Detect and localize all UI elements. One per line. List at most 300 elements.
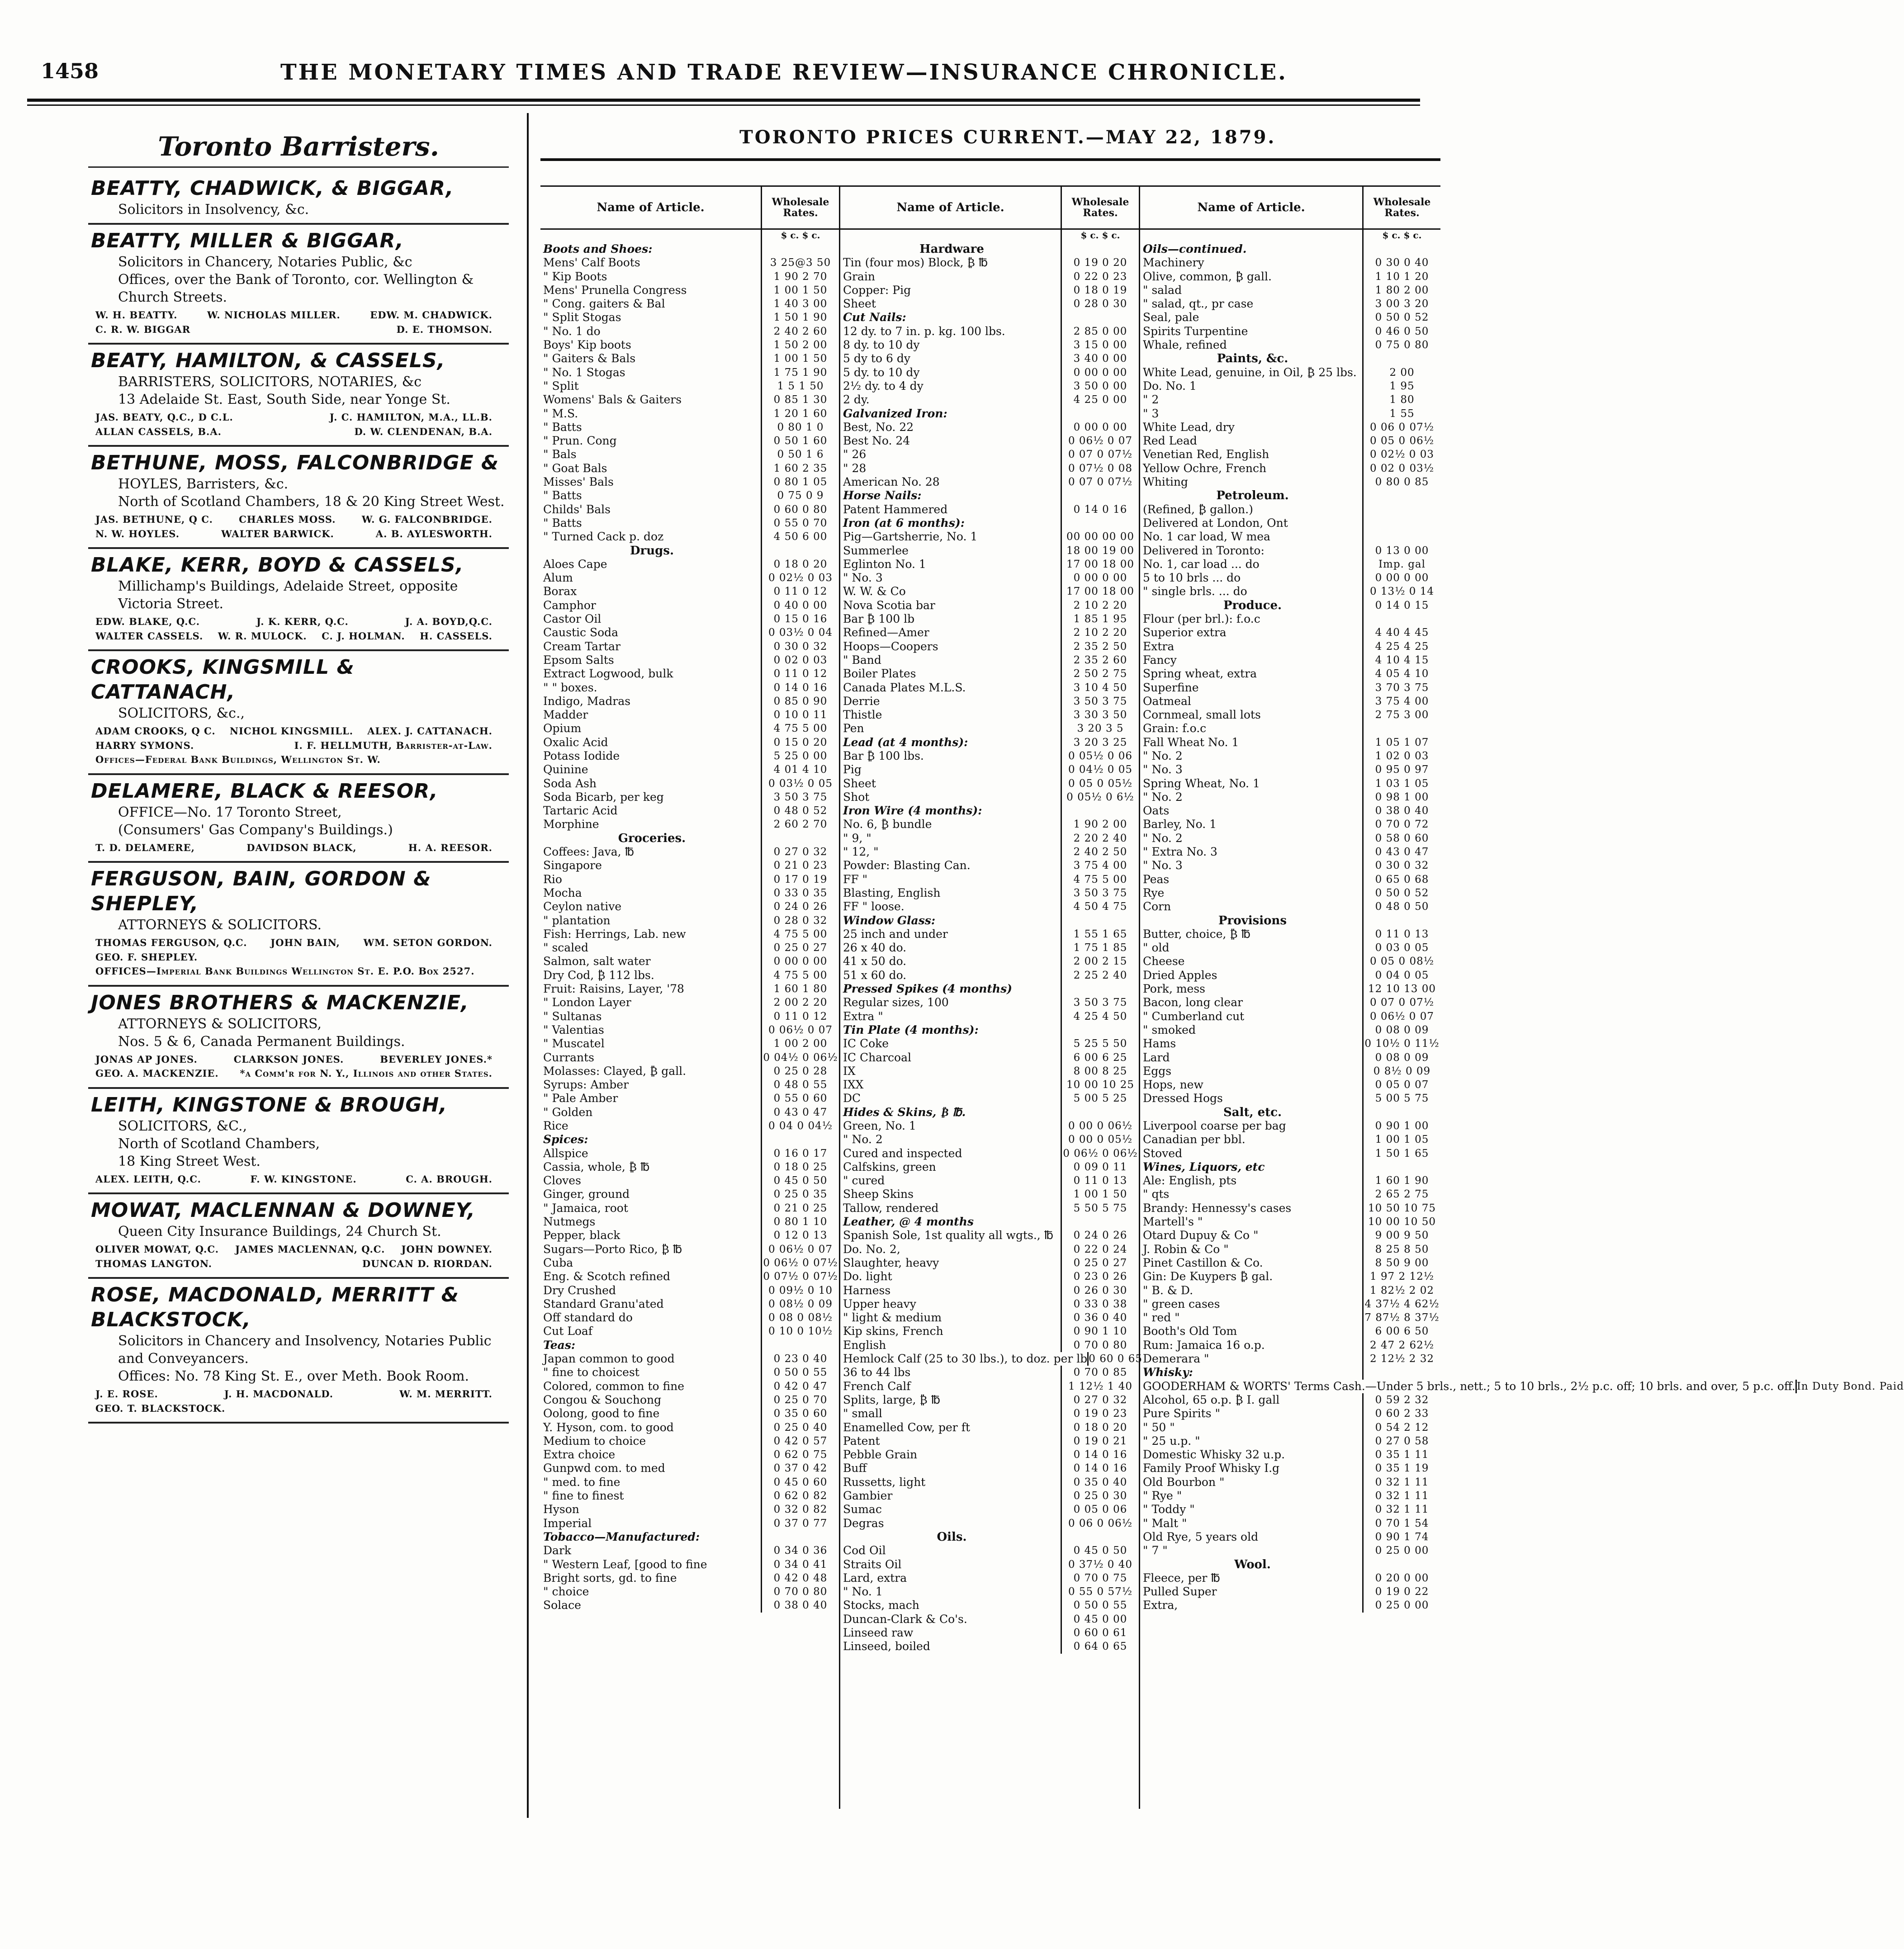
price-row (540, 1174, 839, 1187)
article-name: Delivered in Toronto: (1143, 544, 1265, 557)
article-name: French Calf (843, 1379, 911, 1393)
price-row (840, 530, 1139, 544)
article-price: 2 35 2 50 (1061, 640, 1139, 653)
price-row (540, 1530, 839, 1544)
article-name: W. W. & Co (843, 585, 906, 598)
article-name: Eglinton No. 1 (843, 557, 926, 571)
article-name: Degras (843, 1516, 884, 1530)
price-row (540, 1023, 839, 1037)
article-name: Cloves (543, 1174, 581, 1187)
units-spacer (1140, 230, 1362, 242)
price-row (540, 325, 839, 338)
article-price: 4 75 5 00 (761, 722, 839, 735)
article-price: 0 08 0 09 (1362, 1023, 1440, 1037)
price-row (840, 1626, 1139, 1640)
price-row (840, 1174, 1139, 1187)
article-price (1362, 530, 1440, 544)
price-row (540, 1256, 839, 1270)
price-row (840, 1284, 1139, 1297)
article-name: " Toddy " (1143, 1503, 1195, 1516)
article-name: Red Lead (1143, 434, 1197, 448)
price-row (1140, 1530, 1440, 1544)
article-name: Do. light (843, 1270, 892, 1283)
article-price: 0 90 1 74 (1362, 1530, 1440, 1544)
article-price: 0 55 0 57½ (1061, 1585, 1139, 1599)
price-row (840, 1571, 1139, 1585)
article-price: 0 45 0 60 (761, 1476, 839, 1489)
column-header (540, 185, 839, 230)
article-name: " salad (1143, 283, 1182, 297)
article-price: 0 46 0 50 (1362, 325, 1440, 338)
article-name: Spring Wheat, No. 1 (1143, 776, 1260, 790)
price-row (540, 1339, 839, 1352)
article-price: 2 47 2 62½ (1362, 1339, 1440, 1352)
price-row (540, 1202, 839, 1215)
price-row (540, 1571, 839, 1585)
price-row (1140, 530, 1440, 544)
article-name: Whale, refined (1143, 338, 1227, 352)
article-name: Peas (1143, 872, 1170, 886)
article-price: 0 27 0 32 (761, 845, 839, 859)
article-price: 0 36 0 40 (1061, 1311, 1139, 1325)
article-name: Powder: Blasting Can. (843, 859, 971, 872)
price-row (1140, 325, 1440, 338)
price-row (1140, 297, 1440, 311)
article-name: Extra (1143, 639, 1175, 653)
article-name: " Split Stogas (543, 311, 621, 324)
article-name: Currants (543, 1050, 595, 1064)
price-row (540, 1489, 839, 1503)
article-price: 0 09½ 0 10 (761, 1284, 839, 1297)
article-name: 8 dy. to 10 dy (843, 338, 920, 352)
article-price: 0 06½ 0 07 (761, 1243, 839, 1256)
price-row (1140, 681, 1440, 695)
title-rule (88, 166, 509, 168)
article-price: 0 07½ 0 07½ (761, 1270, 839, 1283)
article-price: 4 25 4 25 (1362, 640, 1440, 653)
price-row (840, 1462, 1139, 1475)
firm-name: FERGUSON, BAIN, GORDON & SHEPLEY, (91, 867, 431, 915)
units-row (540, 230, 839, 242)
price-row (840, 695, 1139, 708)
article-price: 1 60 1 80 (761, 982, 839, 996)
article-name: Cut Nails: (843, 311, 906, 324)
column-header (840, 185, 1139, 230)
firm-name: BEATTY, MILLER & BIGGAR, (91, 229, 404, 252)
price-row (540, 1092, 839, 1105)
article-price: 2 10 2 20 (1061, 599, 1139, 612)
section-heading (1140, 1106, 1440, 1119)
partner-name: GEO. F. SHEPLEY. (95, 951, 198, 963)
article-price: 0 18 0 19 (1061, 284, 1139, 297)
article-price: 4 05 4 10 (1362, 667, 1440, 681)
article-name: " Turned Cack p. doz (543, 530, 664, 544)
article-price: 17 00 18 00 (1061, 585, 1139, 598)
article-price: 5 25 5 50 (1061, 1037, 1139, 1050)
article-name: Aloes Cape (543, 557, 607, 571)
price-row (840, 914, 1139, 927)
article-name: Imperial (543, 1516, 592, 1530)
partner-name: GEO. A. MACKENZIE. (95, 1068, 219, 1079)
price-row (840, 1640, 1139, 1653)
price-row (540, 1133, 839, 1146)
article-price: 1 00 1 50 (1061, 1187, 1139, 1201)
article-name: Ceylon native (543, 900, 622, 913)
price-row (1140, 558, 1440, 571)
article-name: Oils. (937, 1530, 967, 1544)
price-row (1140, 1215, 1440, 1229)
firm-block (88, 225, 509, 345)
firm-detail-line: ATTORNEYS & SOLICITORS. (118, 917, 322, 933)
price-row (540, 256, 839, 270)
article-name: 36 to 44 lbs (843, 1366, 911, 1379)
article-price (1061, 407, 1139, 421)
price-row (540, 1147, 839, 1160)
price-row (840, 585, 1139, 598)
article-name: American No. 28 (843, 475, 940, 489)
partner-name: DAVIDSON BLACK, (246, 842, 357, 853)
article-name: " red " (1143, 1311, 1180, 1325)
article-name: Spices: (543, 1133, 588, 1146)
article-name: Hops, new (1143, 1078, 1203, 1092)
article-price: 0 45 0 50 (761, 1174, 839, 1187)
article-name: Refined—Amer (843, 626, 929, 639)
article-price: 0 25 0 27 (1061, 1256, 1139, 1270)
article-price: 0 80 0 85 (1362, 475, 1440, 489)
article-name: 5 dy. to 10 dy (843, 365, 920, 379)
article-name: " scaled (543, 941, 588, 955)
price-row (540, 927, 839, 941)
price-row (1140, 1366, 1440, 1379)
article-price: 0 03 0 05 (1362, 941, 1440, 955)
partner-name: W. M. MERRITT. (399, 1388, 493, 1400)
article-name: Molasses: Clayed, ₿ gall. (543, 1064, 687, 1078)
article-price: 0 06½ 0 07 (1362, 1010, 1440, 1023)
article-price: 00 00 00 00 (1061, 530, 1139, 544)
partner-name: CHARLES MOSS. (239, 514, 336, 525)
article-price: 4 50 6 00 (761, 530, 839, 544)
price-row (1140, 982, 1440, 996)
price-row (840, 1311, 1139, 1325)
article-name: Canadian per bbl. (1143, 1133, 1246, 1146)
article-price: 0 25 0 70 (761, 1393, 839, 1407)
article-price: 1 50 1 90 (761, 311, 839, 324)
price-row (1140, 804, 1440, 818)
article-price: 1 95 (1362, 379, 1440, 393)
article-price (1061, 1106, 1139, 1119)
article-name: Ginger, ground (543, 1187, 630, 1201)
article-name: Bacon, long clear (1143, 996, 1243, 1009)
firm-detail-line: HOYLES, Barristers, &c. (118, 476, 289, 492)
article-price (1362, 722, 1440, 735)
firm-block (88, 651, 509, 775)
article-price: 3 50 3 75 (1061, 886, 1139, 900)
firm-detail-line: BARRISTERS, SOLICITORS, NOTARIES, &c (118, 374, 422, 390)
article-price: 0 00 0 00 (1362, 571, 1440, 585)
price-row (540, 242, 839, 256)
article-price: 0 75 0 9 (761, 489, 839, 502)
price-row (540, 1448, 839, 1462)
article-name: Tartaric Acid (543, 804, 618, 818)
article-name: Calfskins, green (843, 1160, 936, 1173)
article-name: Caustic Soda (543, 626, 619, 639)
price-row (1140, 1544, 1440, 1557)
article-name: Pepper, black (543, 1229, 620, 1242)
article-price: 2 40 2 60 (761, 325, 839, 338)
article-name: Castor Oil (543, 612, 602, 626)
article-name: Duncan-Clark & Co's. (843, 1612, 967, 1626)
article-price: 0 02½ 0 03 (1362, 448, 1440, 461)
firm-partners (95, 936, 502, 979)
firm-partners (95, 1242, 502, 1271)
article-price: 0 50 0 55 (761, 1366, 839, 1379)
price-row (540, 1215, 839, 1229)
price-row (1140, 653, 1440, 667)
article-name: " No. 3 (1143, 763, 1183, 776)
article-name: Oats (1143, 804, 1170, 818)
article-price: 0 60 2 33 (1362, 1407, 1440, 1420)
partner-name: JOHN DOWNEY. (401, 1244, 493, 1255)
article-name: " No. 3 (843, 571, 883, 585)
article-price: 0 64 0 65 (1061, 1640, 1139, 1653)
price-row (540, 421, 839, 434)
price-row (840, 612, 1139, 626)
price-row (1140, 462, 1440, 475)
article-price: 1 10 1 20 (1362, 270, 1440, 284)
article-name: " Sultanas (543, 1009, 602, 1023)
price-row (840, 407, 1139, 421)
article-price (761, 1530, 839, 1544)
article-price: 3 50 3 75 (1061, 996, 1139, 1009)
article-price (1362, 1558, 1440, 1571)
price-row (540, 407, 839, 421)
partner-name: J. E. ROSE. (95, 1388, 158, 1400)
partner-name: WALTER BARWICK. (221, 528, 334, 539)
article-price: 0 45 0 50 (1061, 1544, 1139, 1557)
price-row (840, 749, 1139, 763)
article-name: Dry Crushed (543, 1283, 616, 1297)
firm-block (88, 172, 509, 225)
article-name: Hemlock Calf (25 to 30 lbs.), to doz. per lb (843, 1352, 1088, 1366)
article-price: 0 04 0 04½ (761, 1119, 839, 1133)
section-heading (1140, 352, 1440, 365)
article-name: " Split (543, 379, 579, 393)
article-name: Pig (843, 763, 862, 776)
article-price: 0 11 0 13 (1061, 1174, 1139, 1187)
article-price: 2 00 2 20 (761, 996, 839, 1009)
price-row (840, 640, 1139, 653)
partner-name: W. H. BEATTY. (95, 309, 178, 321)
article-name: Tallow, rendered (843, 1201, 939, 1215)
price-row (840, 352, 1139, 365)
price-row (1140, 1571, 1440, 1585)
price-row (540, 1599, 839, 1612)
article-name: Eng. & Scotch refined (543, 1270, 671, 1283)
article-name: Stocks, mach (843, 1599, 919, 1612)
article-name: Bright sorts, gd. to fine (543, 1571, 677, 1585)
price-row (840, 338, 1139, 352)
article-price: 0 06 0 06½ (1061, 1517, 1139, 1530)
article-price: 2 65 2 75 (1362, 1187, 1440, 1201)
price-row (1140, 708, 1440, 722)
price-row (540, 640, 839, 653)
price-row (1140, 1434, 1440, 1448)
price-row (540, 1243, 839, 1256)
article-name: Pulled Super (1143, 1585, 1217, 1599)
article-name: Teas: (543, 1338, 576, 1352)
article-name: Machinery (1143, 256, 1204, 270)
article-name: Slaughter, heavy (843, 1256, 939, 1269)
article-price: 1 75 1 85 (1061, 941, 1139, 955)
article-price: 3 20 3 5 (1061, 722, 1139, 735)
article-price: 0 15 0 16 (761, 612, 839, 626)
firm-detail-line: Solicitors in Chancery and Insolvency, Notaries Public and Conveyancers. (118, 1333, 492, 1367)
article-price: 0 35 1 11 (1362, 1448, 1440, 1462)
price-row (1140, 1517, 1440, 1530)
article-price: 0 85 0 90 (761, 695, 839, 708)
article-name: " light & medium (843, 1311, 942, 1325)
partner-name: JONAS AP JONES. (95, 1053, 198, 1065)
article-price: 0 50 0 52 (1362, 886, 1440, 900)
article-name: Thistle (843, 708, 882, 722)
price-row (840, 996, 1139, 1009)
article-name: Drugs. (630, 544, 674, 558)
price-row (840, 1599, 1139, 1612)
article-price: 1 97 2 12½ (1362, 1270, 1440, 1283)
article-name: " Batts (543, 489, 582, 502)
header-rule (27, 99, 1420, 106)
article-name: Cuba (543, 1256, 573, 1269)
article-price: 0 34 0 41 (761, 1558, 839, 1571)
article-name: White Lead, genuine, in Oil, ₿ 25 lbs. (1143, 365, 1357, 379)
price-row (840, 462, 1139, 475)
article-price: 0 18 0 20 (1061, 1421, 1139, 1434)
price-row (1140, 1202, 1440, 1215)
partner-name: WM. SETON GORDON. (363, 937, 493, 948)
price-row (1140, 475, 1440, 489)
article-price: 0 25 0 28 (761, 1064, 839, 1078)
article-name: " Prun. Cong (543, 434, 617, 448)
price-row (840, 708, 1139, 722)
article-price: 10 00 10 50 (1362, 1215, 1440, 1229)
article-price: 0 45 0 00 (1061, 1613, 1139, 1626)
article-price: 0 70 0 72 (1362, 818, 1440, 831)
article-name: 5 to 10 brls ... do (1143, 571, 1241, 585)
price-row (840, 1448, 1139, 1462)
article-name: Leather, @ 4 months (843, 1215, 974, 1229)
price-row (540, 1434, 839, 1448)
article-name: GOODERHAM & WORTS' Terms Cash.—Under 5 brls., nett.; 5 to 10 brls., 2½ p.c. off; 10 brls. and over, 5 p.c. off. (1143, 1379, 1795, 1393)
article-name: Delivered at London, Ont (1143, 516, 1288, 530)
price-row (840, 777, 1139, 790)
price-row (1140, 1229, 1440, 1242)
partner-name: OFFICES—Imperial Bank Buildings Wellington St. E. P.O. Box 2527. (95, 965, 475, 977)
article-name: Summerlee (843, 544, 909, 557)
article-name: Linseed, boiled (843, 1640, 930, 1653)
article-name: " Gaiters & Bals (543, 352, 636, 365)
price-row (1140, 612, 1440, 626)
article-price: 0 30 0 32 (761, 640, 839, 653)
article-price: 0 80 1 05 (761, 475, 839, 489)
article-price: 12 10 13 00 (1362, 982, 1440, 996)
article-price: 0 55 0 70 (761, 516, 839, 530)
article-name: Alum (543, 571, 573, 585)
article-name: No. 1 car load, W mea (1143, 530, 1270, 544)
price-row (1140, 379, 1440, 393)
firm-partners (95, 1387, 502, 1415)
article-name: Upper heavy (843, 1297, 916, 1310)
article-name: Pork, mess (1143, 982, 1206, 996)
firm-name: JONES BROTHERS & MACKENZIE, (91, 991, 469, 1014)
article-name: Green, No. 1 (843, 1119, 916, 1132)
article-name: Patent Hammered (843, 502, 948, 516)
article-price (761, 544, 839, 558)
partner-name: DUNCAN D. RIORDAN. (362, 1258, 493, 1269)
article-price: 0 50 1 60 (761, 434, 839, 448)
article-price: 0 02 0 03 (761, 653, 839, 667)
partner-name: *a Comm'r for N. Y., Illinois and other States. (240, 1068, 493, 1079)
partner-name: ALEX. LEITH, Q.C. (95, 1173, 201, 1185)
article-name: Rio (543, 872, 562, 886)
firm-partners (95, 410, 502, 439)
article-name: Barley, No. 1 (1143, 818, 1217, 831)
article-name: " No. 2 (1143, 749, 1183, 762)
partner-name: GEO. T. BLACKSTOCK. (95, 1402, 226, 1414)
article-price: 0 08 0 09 (1362, 1051, 1440, 1064)
article-name: Mocha (543, 886, 582, 899)
article-name: Hardware (919, 242, 984, 256)
article-name: Iron Wire (4 months): (843, 804, 982, 818)
price-row (540, 777, 839, 790)
article-price: 0 14 0 16 (1061, 1462, 1139, 1475)
article-name: Fruit: Raisins, Layer, '78 (543, 982, 684, 996)
article-price: 0 02 0 03½ (1362, 462, 1440, 475)
firm-name: BETHUNE, MOSS, FALCONBRIDGE & (91, 451, 499, 474)
article-price: 0 10½ 0 11½ (1362, 1037, 1440, 1050)
price-row (1140, 284, 1440, 297)
price-row (840, 1187, 1139, 1201)
price-row (540, 681, 839, 695)
article-name: " plantation (543, 913, 611, 927)
firm-block (88, 987, 509, 1089)
article-name: Shot (843, 790, 870, 804)
article-price: 0 22 0 24 (1061, 1243, 1139, 1256)
article-name: Tin Plate (4 months): (843, 1023, 979, 1036)
article-name: 5 dy to 6 dy (843, 352, 910, 365)
units-row (840, 230, 1139, 242)
article-name: " Band (843, 653, 881, 667)
article-name: " No. 1 Stogas (543, 365, 625, 379)
price-row (1140, 1051, 1440, 1064)
article-price: 10 00 10 25 (1061, 1078, 1139, 1092)
price-row (1140, 544, 1440, 558)
price-row (540, 1051, 839, 1064)
partner-name: ALEX. J. CATTANACH. (367, 725, 493, 737)
partner-name: THOMAS LANGTON. (95, 1258, 213, 1269)
article-price: 7 87½ 8 37½ (1362, 1311, 1440, 1325)
article-name: Gunpwd com. to med (543, 1462, 665, 1475)
article-price: 0 98 1 00 (1362, 790, 1440, 804)
firm-detail-line: 18 King Street West. (118, 1153, 260, 1169)
price-row (540, 749, 839, 763)
price-row (540, 530, 839, 544)
price-row (1140, 1064, 1440, 1078)
article-price: 0 00 0 00 (1061, 421, 1139, 434)
article-name: IX (843, 1064, 856, 1078)
firm-block (88, 345, 509, 447)
article-price (1362, 516, 1440, 530)
article-price: 0 06 0 07½ (1362, 421, 1440, 434)
